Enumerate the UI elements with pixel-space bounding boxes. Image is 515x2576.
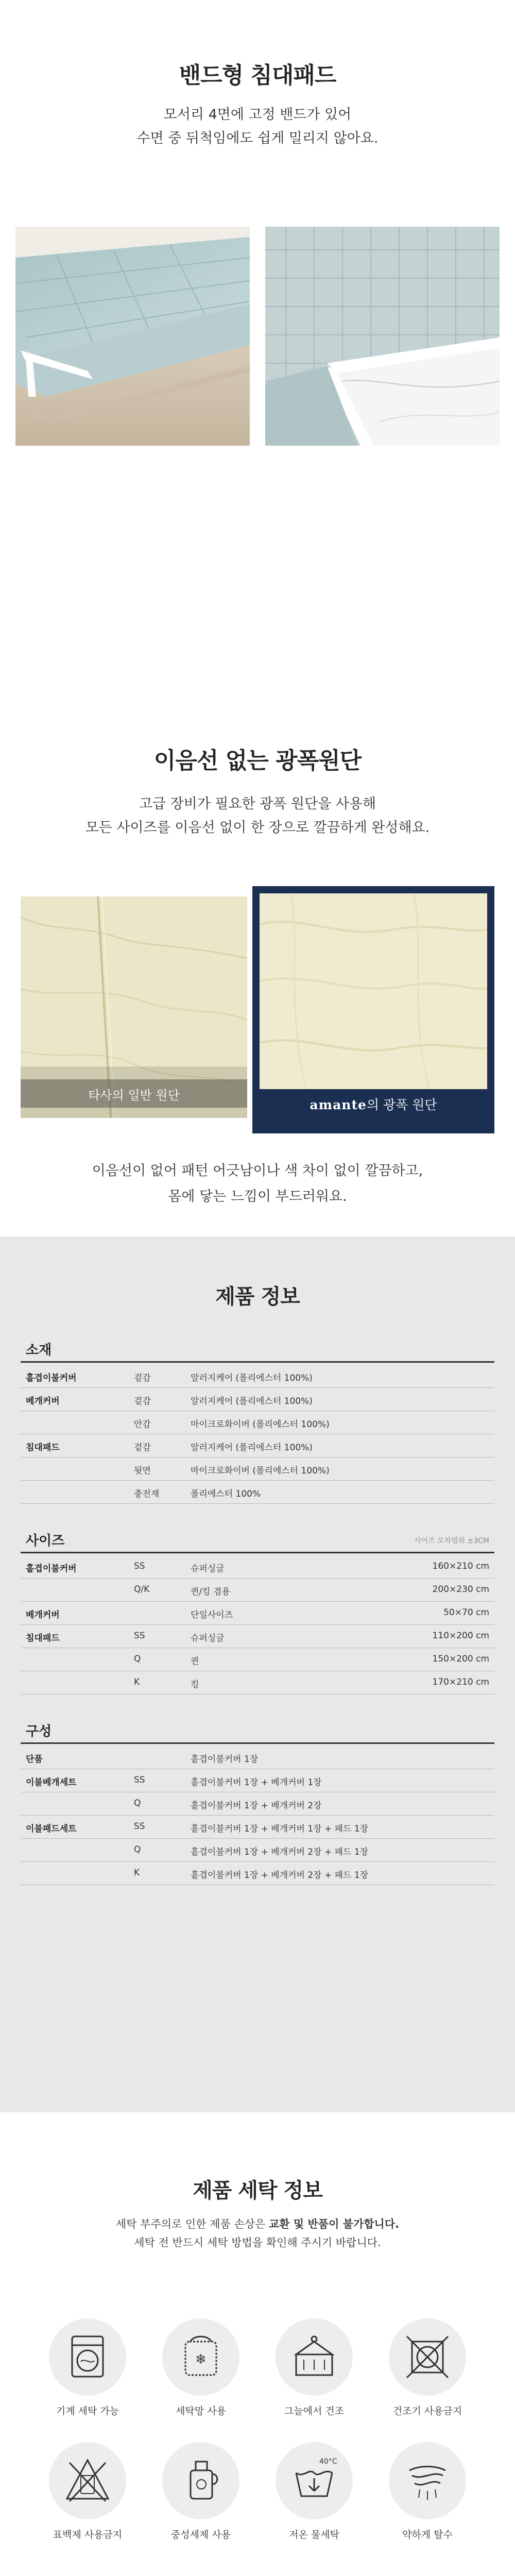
pad-corner-illustration: [265, 227, 500, 446]
band-pad-desc-2: 수면 중 뒤척임에도 쉽게 밀리지 않아요.: [136, 130, 379, 146]
size-item: 베개커버: [26, 1610, 60, 1620]
washing-machine-icon: [49, 2318, 126, 2396]
size-item: 홑겹이불커버: [26, 1564, 77, 1574]
seamless-section: [0, 680, 515, 1236]
band-pad-photo-closeup: [265, 227, 500, 446]
material-desc: 알러지케어 (폴리에스터 100%): [191, 1396, 313, 1406]
seamless-footer-1: 이음선이 없어 패턴 어긋남이나 색 차이 없이 깔끔하고,: [92, 1163, 423, 1179]
size-name: 킹: [191, 1680, 199, 1690]
amante-wordmark: amante: [310, 1097, 367, 1112]
other-fabric-photo: [21, 896, 247, 1118]
seamless-title: 이음선 없는 광폭원단: [153, 748, 362, 774]
material-rule: [21, 1361, 494, 1363]
wash-icon-label: 그늘에서 건조: [284, 2405, 345, 2417]
material-part: 안감: [134, 1419, 151, 1430]
band-pad-title: 밴드형 침대패드: [179, 62, 336, 89]
band-pad-section: [0, 0, 515, 680]
size-dim: 150×200 cm: [432, 1654, 489, 1664]
wash-warning-pre: 세탁 부주의로 인한 제품 손상은: [115, 2218, 269, 2230]
wash-icon-label: 세탁망 사용: [176, 2405, 226, 2417]
material-row-divider: [21, 1480, 494, 1481]
composition-row-divider: [21, 1838, 494, 1839]
band-pad-photo-bed: [15, 227, 250, 446]
product-info-title: 제품 정보: [215, 1285, 300, 1309]
composition-desc: 홑겹이불커버 1장 + 베개커버 2장: [191, 1801, 322, 1811]
wash-temperature: 40°C: [319, 2458, 337, 2466]
material-item: 침대패드: [26, 1443, 60, 1453]
size-heading: 사이즈: [26, 1533, 65, 1549]
amante-fabric-label: [252, 1095, 494, 1113]
bed-corner-illustration: [15, 227, 250, 446]
composition-desc: 홑겹이불커버 1장 + 베개커버 2장 + 패드 1장: [191, 1870, 369, 1880]
svg-text:❄: ❄: [195, 2352, 207, 2367]
material-part: 충전재: [134, 1489, 160, 1499]
composition-desc: 홑겹이불커버 1장: [191, 1754, 259, 1765]
composition-code: Q: [134, 1844, 141, 1855]
size-name: 단일사이즈: [191, 1610, 233, 1620]
wash-icon-label: 중성세제 사용: [170, 2529, 231, 2540]
size-name: 슈퍼싱글: [191, 1633, 225, 1643]
composition-row-divider: [21, 1861, 494, 1862]
size-item: 침대패드: [26, 1633, 60, 1643]
hanging-dry-icon: [276, 2318, 353, 2396]
composition-heading: 구성: [26, 1724, 52, 1739]
size-dim: 50×70 cm: [443, 1607, 489, 1618]
wash-icon-label: 저온 물세탁: [289, 2529, 339, 2540]
material-part: 겉감: [134, 1443, 151, 1453]
amante-fabric-illustration: [260, 893, 487, 1089]
composition-code: SS: [134, 1821, 145, 1832]
neutral-detergent-icon: [162, 2442, 239, 2519]
seamless-desc-1: 고급 장비가 필요한 광폭 원단을 사용해: [139, 796, 376, 812]
no-bleach-icon: [49, 2442, 126, 2519]
band-pad-desc-1: 모서리 4면에 고정 밴드가 있어: [163, 107, 352, 123]
material-row-divider: [21, 1457, 494, 1458]
material-item: 홑겹이불커버: [26, 1373, 77, 1383]
size-dim: 110×200 cm: [432, 1631, 489, 1641]
detergent-bag-icon: [162, 2318, 239, 2396]
amante-fabric-label-rest: 의 광폭 원단: [366, 1097, 437, 1112]
material-desc: 마이크로화이버 (폴리에스터 100%): [191, 1419, 330, 1430]
wash-info-section: [0, 2112, 515, 2576]
material-part: 뒷면: [134, 1466, 151, 1476]
amante-fabric-photo: [260, 893, 487, 1089]
size-dim: 170×210 cm: [432, 1677, 489, 1687]
amante-fabric-panel: [252, 886, 494, 1133]
composition-item: 이불베개세트: [26, 1777, 77, 1788]
product-info-section: [0, 1236, 515, 2112]
other-fabric-label: 타사의 일반 원단: [88, 1088, 180, 1103]
wash-40c-icon: [276, 2442, 353, 2519]
composition-row-divider: [21, 1815, 494, 1816]
size-code: K: [134, 1677, 140, 1687]
wash-warning-bold: 교환 및 반품이 불가합니다.: [269, 2218, 400, 2230]
size-dim: 200×230 cm: [432, 1584, 489, 1595]
material-part: 겉감: [134, 1396, 151, 1406]
composition-code: K: [134, 1868, 140, 1878]
composition-code: SS: [134, 1775, 145, 1785]
size-row-divider: [21, 1601, 494, 1602]
no-dryer-icon: [389, 2318, 466, 2396]
composition-desc: 홑겹이불커버 1장 + 베개커버 2장 + 패드 1장: [191, 1847, 369, 1857]
composition-item: 단품: [26, 1754, 43, 1765]
material-desc: 알러지케어 (폴리에스터 100%): [191, 1443, 313, 1453]
wash-icon-label: 표백제 사용금지: [53, 2529, 123, 2540]
material-heading: 소재: [26, 1343, 52, 1358]
composition-item: 이불패드세트: [26, 1824, 77, 1834]
wash-warning-2: 세탁 전 반드시 세탁 방법을 확인해 주시기 바랍니다.: [134, 2236, 381, 2249]
material-row-divider: [21, 1387, 494, 1388]
composition-code: Q: [134, 1798, 141, 1808]
size-code: Q/K: [134, 1584, 150, 1595]
material-row-divider: [21, 1503, 494, 1504]
seamless-footer-2: 몸에 닿는 느낌이 부드러워요.: [168, 1189, 347, 1205]
material-item: 베개커버: [26, 1396, 60, 1406]
size-tolerance-note: 사이즈 오차범위 ±3CM: [414, 1537, 489, 1545]
material-desc: 폴리에스터 100%: [191, 1489, 261, 1499]
weak-spin-icon: [389, 2442, 466, 2519]
composition-rule: [21, 1742, 494, 1744]
size-row-divider: [21, 1578, 494, 1579]
size-code: Q: [134, 1654, 141, 1664]
material-part: 겉감: [134, 1373, 151, 1383]
material-desc: 마이크로화이버 (폴리에스터 100%): [191, 1466, 330, 1476]
wash-icon-label: 건조기 사용금지: [392, 2405, 462, 2417]
wash-icon-label: 약하게 탈수: [402, 2529, 453, 2540]
size-name: 퀸/킹 겸용: [191, 1587, 230, 1597]
wash-title: 제품 세탁 정보: [193, 2179, 322, 2202]
size-code: SS: [134, 1561, 145, 1571]
size-name: 슈퍼싱글: [191, 1564, 225, 1574]
size-code: SS: [134, 1631, 145, 1641]
size-rule: [21, 1552, 494, 1553]
size-name: 퀸: [191, 1656, 199, 1667]
composition-desc: 홑겹이불커버 1장 + 베개커버 1장 + 패드 1장: [191, 1824, 369, 1834]
size-row-divider: [21, 1624, 494, 1625]
size-dim: 160×210 cm: [432, 1561, 489, 1571]
composition-desc: 홑겹이불커버 1장 + 베개커버 1장: [191, 1777, 322, 1788]
seamless-desc-2: 모든 사이즈를 이음선 없이 한 장으로 깔끔하게 완성해요.: [85, 820, 430, 836]
wash-warning-1: [0, 2215, 515, 2233]
material-desc: 알러지케어 (폴리에스터 100%): [191, 1373, 313, 1383]
wash-icon-label: 기계 세탁 가능: [56, 2405, 119, 2417]
